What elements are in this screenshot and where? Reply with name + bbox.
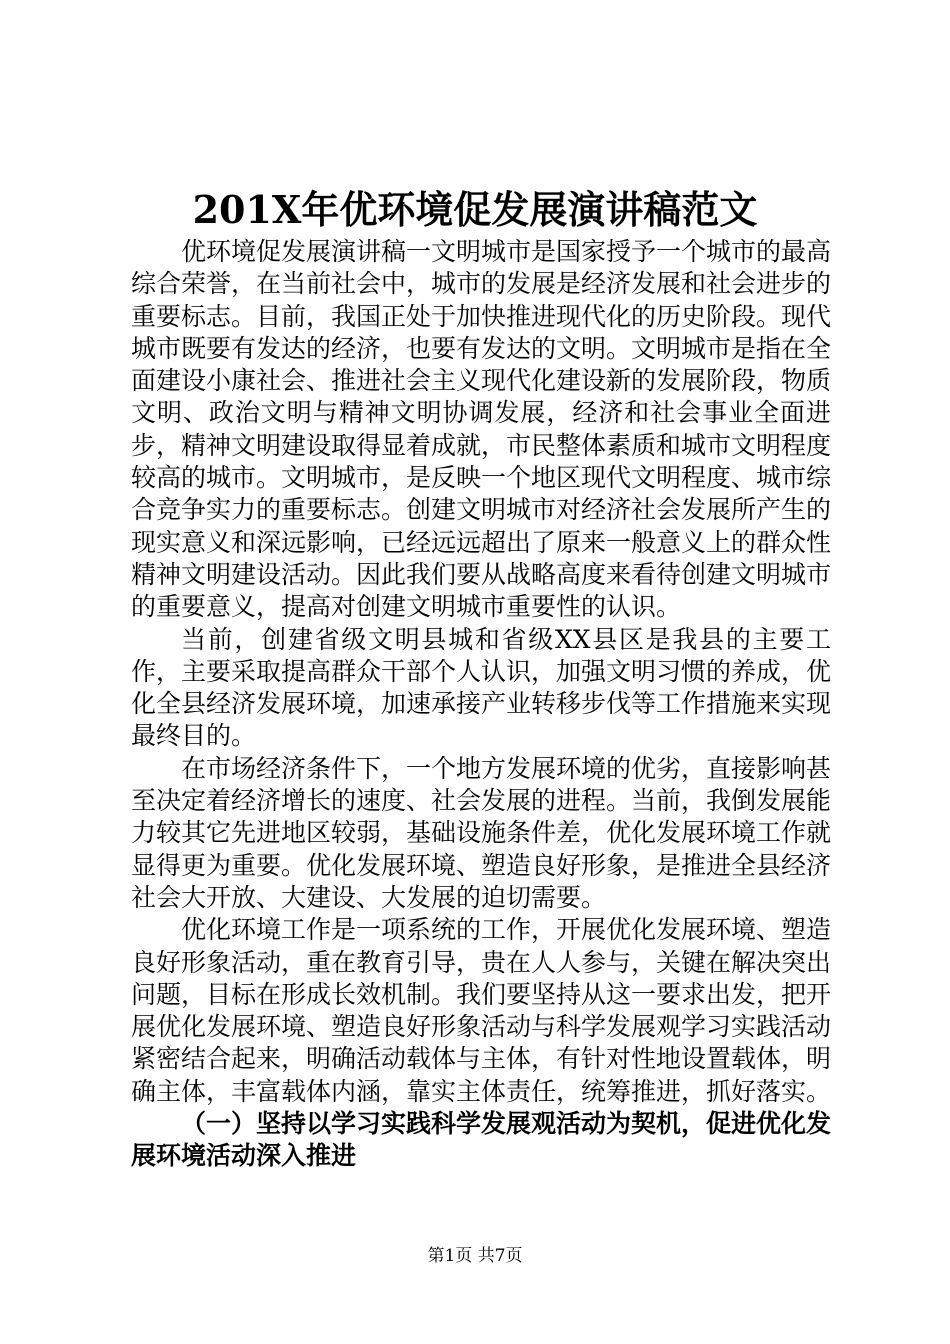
document-title: 201X年优环境促发展演讲稿范文 [192, 187, 758, 232]
section-heading-1: （一）坚持以学习实践科学发展观活动为契机，促进优化发展环境活动深入推进 [131, 1109, 832, 1171]
paragraph-4: 优化环境工作是一项系统的工作，开展优化发展环境、塑造良好形象活动，重在教育引导，贵在人人参与，关键在解决突出问题，目标在形成长效机制。我们要坚持从这一要求出发，把开展优化发展环境、塑造良好形象活动与科学发展观学习实践活动紧密结合起来，明确活动载体与主体，有针对性地设置载体，明确主体，丰富载体内涵，靠实主体责任，统筹推进，抓好落实。 [131, 915, 832, 1106]
paragraph-1: 优环境促发展演讲稿一文明城市是国家授予一个城市的最高综合荣誉，在当前社会中，城市的发展是经济发展和社会进步的重要标志。目前，我国正处于加快推进现代化的历史阶段。现代城市既要有发达的经济，也要有发达的文明。文明城市是指在全面建设小康社会、推进社会主义现代化建设新的发展阶段，物质文明、政治文明与精神文明协调发展，经济和社会事业全面进步，精神文明建设取得显着成就，市民整体素质和城市文明程度较高的城市。文明城市，是反映一个地区现代文明程度、城市综合竞争实力的重要标志。创建文明城市对经济社会发展所产生的现实意义和深远影响，已经远远超出了原来一般意义上的群众性精神文明建设活动。因此我们要从战略高度来看待创建文明城市的重要意义，提高对创建文明城市重要性的认识。 [131, 237, 832, 622]
paragraph-3: 在市场经济条件下，一个地方发展环境的优劣，直接影响甚至决定着经济增长的速度、社会发展的进程。当前，我倒发展能力较其它先进地区较弱，基础设施条件差，优化发展环境工作就显得更为重要。优化发展环境、塑造良好形象，是推进全县经济社会大开放、大建设、大发展的迫切需要。 [131, 753, 832, 912]
paragraph-2: 当前，创建省级文明县城和省级XX县区是我县的主要工作，主要采取提高群众干部个人认识，加强文明习惯的养成，优化全县经济发展环境，加速承接产业转移步伐等工作措施来实现最终目的。 [131, 624, 832, 751]
page-footer: 第1页 共7页 [427, 1246, 523, 1266]
document-body [131, 236, 831, 1173]
